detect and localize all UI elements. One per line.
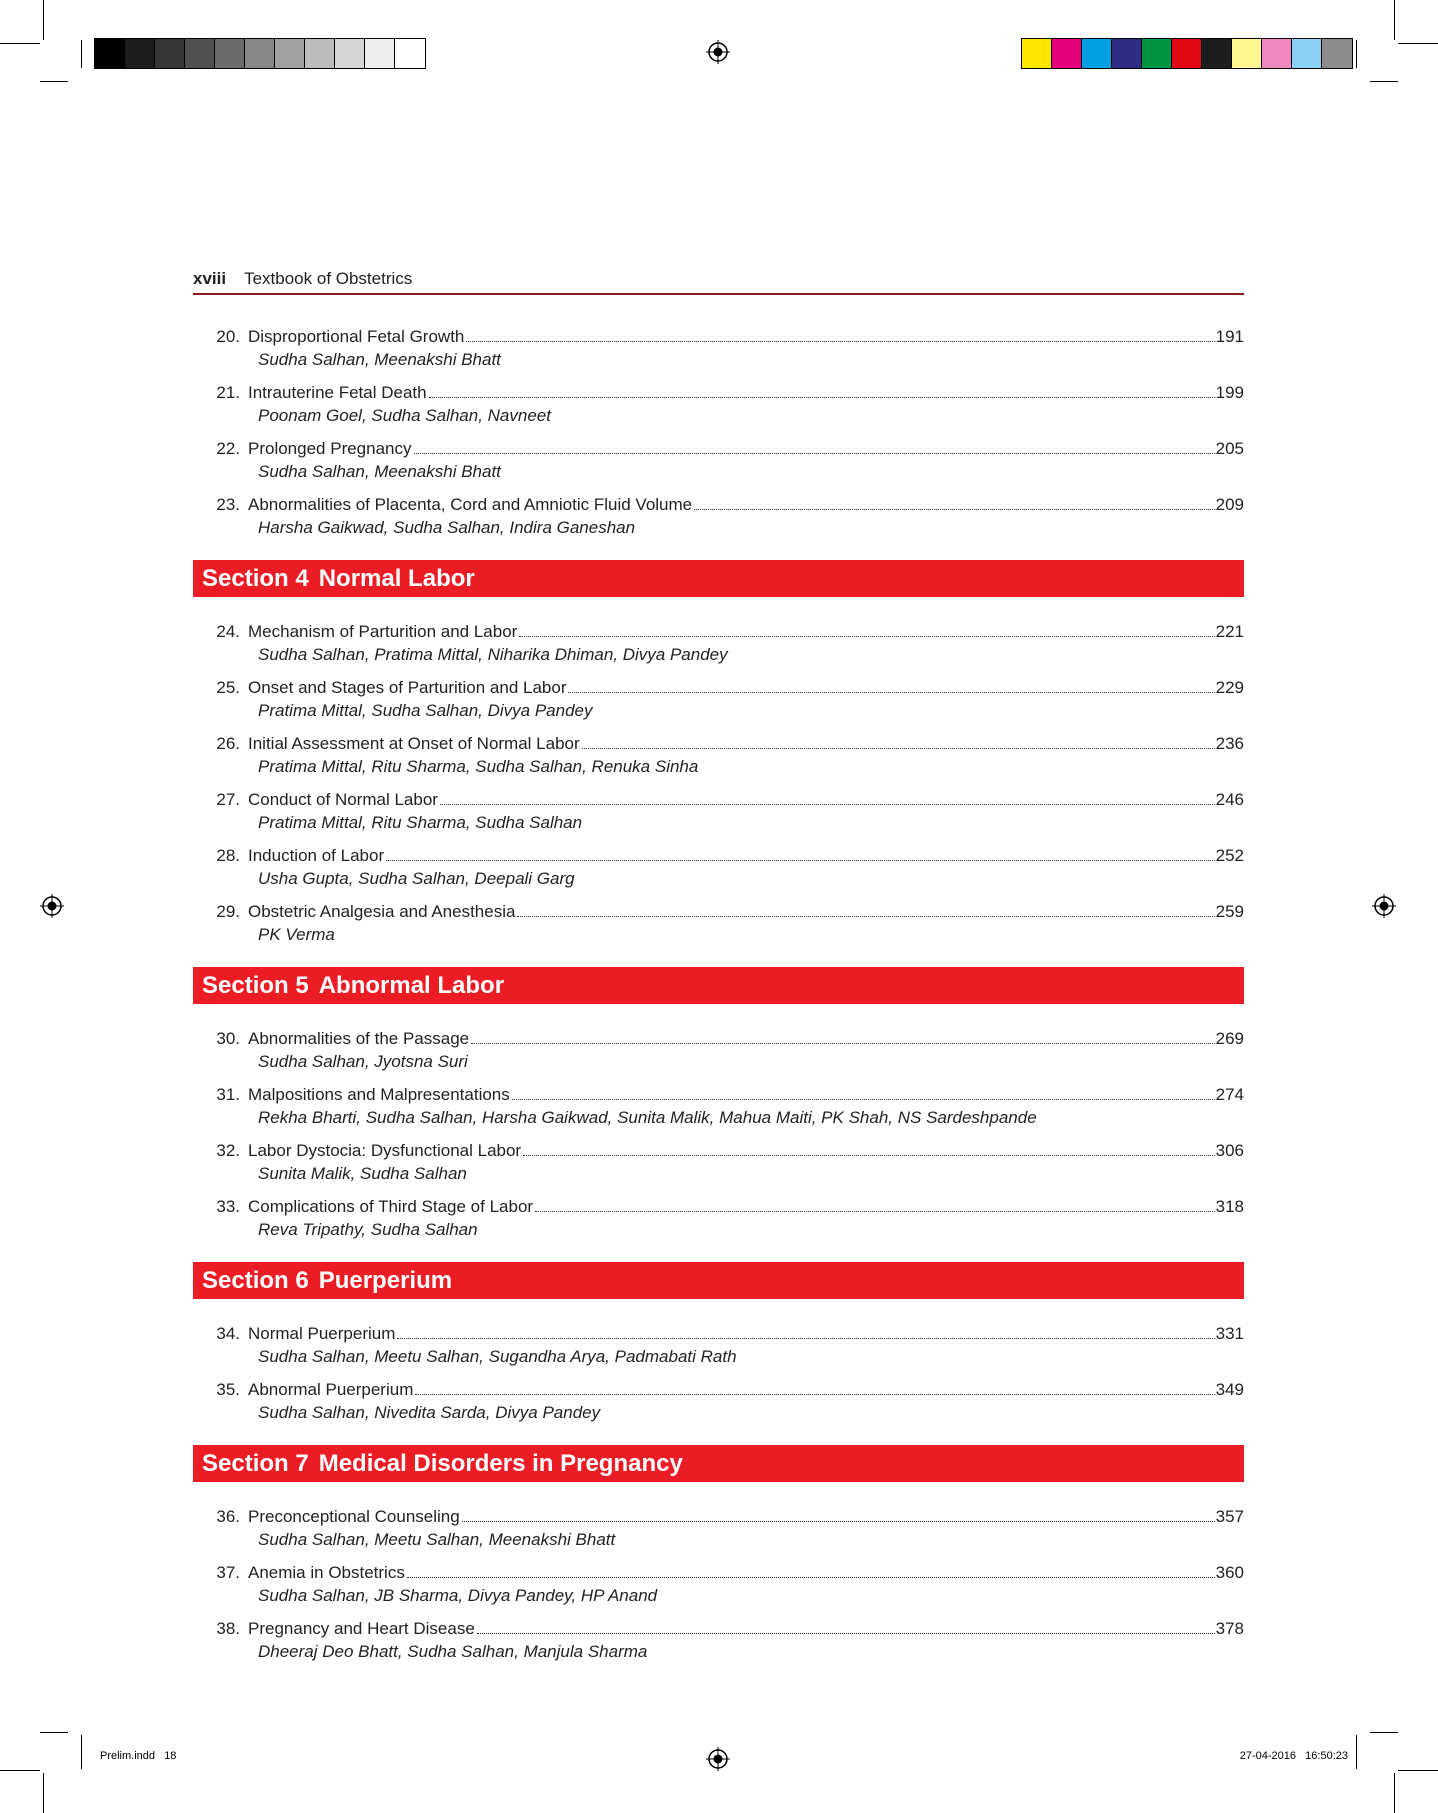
chapter-number: 32. xyxy=(216,1141,240,1160)
toc-entry xyxy=(193,901,1244,947)
dot-leader xyxy=(429,397,1215,398)
dot-leader xyxy=(415,1394,1214,1395)
chapter-title: Anemia in Obstetrics xyxy=(248,1563,405,1582)
chapter-authors: Rekha Bharti, Sudha Salhan, Harsha Gaikwad, Sunita Malik, Mahua Maiti, PK Shah, NS Sardeshpande xyxy=(258,1108,1037,1127)
crop-mark xyxy=(81,1735,82,1769)
toc-entry xyxy=(193,326,1244,372)
toc-entry xyxy=(193,733,1244,779)
toc-entry xyxy=(193,845,1244,891)
color-bar xyxy=(1021,38,1353,69)
chapter-authors: PK Verma xyxy=(258,925,335,944)
chapter-title: Obstetric Analgesia and Anesthesia xyxy=(248,902,516,921)
table-of-contents xyxy=(193,326,1244,1674)
toc-entry xyxy=(193,1140,1244,1186)
chapter-number: 36. xyxy=(216,1507,240,1526)
chapter-number: 23. xyxy=(216,495,240,514)
color-swatch xyxy=(305,39,335,68)
chapter-number: 21. xyxy=(216,383,240,402)
chapter-number: 30. xyxy=(216,1029,240,1048)
color-swatch xyxy=(1112,39,1142,68)
dot-leader xyxy=(582,748,1215,749)
toc-entry-line xyxy=(193,1506,1244,1528)
dot-leader xyxy=(407,1577,1215,1578)
color-swatch xyxy=(1202,39,1232,68)
chapter-number: 33. xyxy=(216,1197,240,1216)
chapter-page: 360 xyxy=(1215,1563,1244,1582)
chapter-title: Intrauterine Fetal Death xyxy=(248,383,427,402)
slug-file: Prelim.indd 18 xyxy=(100,1750,177,1762)
dot-leader xyxy=(462,1521,1215,1522)
chapter-number: 26. xyxy=(216,734,240,753)
section-label: Section 6 xyxy=(202,1267,309,1294)
toc-entry-line xyxy=(193,733,1244,755)
chapter-number: 20. xyxy=(216,327,240,346)
chapter-number: 27. xyxy=(216,790,240,809)
chapter-authors: Sudha Salhan, Meenakshi Bhatt xyxy=(258,462,501,481)
color-swatch xyxy=(185,39,215,68)
toc-entry xyxy=(193,1196,1244,1242)
dot-leader xyxy=(466,341,1214,342)
page-number: xviii xyxy=(193,269,227,288)
toc-entry xyxy=(193,789,1244,835)
crop-mark xyxy=(1370,81,1398,82)
toc-entry xyxy=(193,1379,1244,1425)
color-swatch xyxy=(275,39,305,68)
color-swatch xyxy=(1262,39,1292,68)
color-swatch xyxy=(125,39,155,68)
slug-timestamp: 27-04-2016 16:50:23 xyxy=(1239,1750,1348,1762)
chapter-number: 38. xyxy=(216,1619,240,1638)
chapter-title: Pregnancy and Heart Disease xyxy=(248,1619,475,1638)
chapter-title: Abnormal Puerperium xyxy=(248,1380,414,1399)
toc-entry-line xyxy=(193,1379,1244,1401)
crop-mark xyxy=(1394,1773,1395,1813)
running-head xyxy=(193,268,1244,295)
dot-leader xyxy=(523,1155,1215,1156)
chapter-page: 221 xyxy=(1215,622,1244,641)
color-swatch xyxy=(1172,39,1202,68)
chapter-authors: Usha Gupta, Sudha Salhan, Deepali Garg xyxy=(258,869,575,888)
chapter-title: Malpositions and Malpresentations xyxy=(248,1085,510,1104)
toc-entry-line xyxy=(193,1028,1244,1050)
chapter-page: 306 xyxy=(1215,1141,1244,1160)
chapter-number: 22. xyxy=(216,439,240,458)
section-label: Section 4 xyxy=(202,565,309,592)
dot-leader xyxy=(512,1099,1215,1100)
dot-leader xyxy=(397,1338,1214,1339)
section-heading xyxy=(193,1445,1244,1482)
toc-block xyxy=(193,326,1244,540)
toc-entry-line xyxy=(193,1562,1244,1584)
toc-entry-line xyxy=(193,1323,1244,1345)
color-swatch xyxy=(245,39,275,68)
dot-leader xyxy=(414,453,1215,454)
registration-mark-icon xyxy=(706,1747,730,1771)
chapter-authors: Sudha Salhan, Meetu Salhan, Sugandha Arya, Padmabati Rath xyxy=(258,1347,737,1366)
chapter-authors: Dheeraj Deo Bhatt, Sudha Salhan, Manjula Sharma xyxy=(258,1642,648,1661)
chapter-authors: Pratima Mittal, Sudha Salhan, Divya Pandey xyxy=(258,701,593,720)
toc-entry-line xyxy=(193,621,1244,643)
toc-block xyxy=(193,1323,1244,1425)
color-swatch xyxy=(155,39,185,68)
crop-mark xyxy=(40,81,68,82)
color-swatch xyxy=(1052,39,1082,68)
gray-ramp-bar xyxy=(94,38,426,69)
section-title: Puerperium xyxy=(318,1267,453,1294)
chapter-authors: Sudha Salhan, Jyotsna Suri xyxy=(258,1052,468,1071)
chapter-page: 269 xyxy=(1215,1029,1244,1048)
toc-entry xyxy=(193,494,1244,540)
toc-entry-line xyxy=(193,789,1244,811)
toc-entry-line xyxy=(193,1618,1244,1640)
chapter-title: Disproportional Fetal Growth xyxy=(248,327,465,346)
chapter-number: 24. xyxy=(216,622,240,641)
chapter-title: Abnormalities of Placenta, Cord and Amniotic Fluid Volume xyxy=(248,495,693,514)
crop-mark xyxy=(1398,43,1438,44)
registration-mark-icon xyxy=(1372,894,1396,918)
chapter-page: 357 xyxy=(1215,1507,1244,1526)
toc-entry-line xyxy=(193,1140,1244,1162)
section-label: Section 5 xyxy=(202,972,309,999)
toc-entry xyxy=(193,1562,1244,1608)
color-swatch xyxy=(395,39,425,68)
chapter-number: 37. xyxy=(216,1563,240,1582)
dot-leader xyxy=(471,1043,1215,1044)
chapter-authors: Pratima Mittal, Ritu Sharma, Sudha Salhan xyxy=(258,813,583,832)
crop-mark xyxy=(0,1770,40,1771)
toc-entry-line xyxy=(193,382,1244,404)
chapter-number: 28. xyxy=(216,846,240,865)
toc-entry-line xyxy=(193,845,1244,867)
crop-mark xyxy=(40,1732,68,1733)
crop-mark xyxy=(1356,1735,1357,1769)
section-title: Medical Disorders in Pregnancy xyxy=(318,1450,683,1477)
chapter-page: 205 xyxy=(1215,439,1244,458)
chapter-title: Normal Puerperium xyxy=(248,1324,396,1343)
chapter-authors: Sudha Salhan, Meenakshi Bhatt xyxy=(258,350,501,369)
toc-block xyxy=(193,621,1244,947)
toc-block xyxy=(193,1028,1244,1242)
chapter-authors: Sudha Salhan, Meetu Salhan, Meenakshi Bhatt xyxy=(258,1530,616,1549)
color-swatch xyxy=(365,39,395,68)
crop-mark xyxy=(43,1773,44,1813)
chapter-authors: Poonam Goel, Sudha Salhan, Navneet xyxy=(258,406,551,425)
section-title: Normal Labor xyxy=(318,565,475,592)
chapter-page: 259 xyxy=(1215,902,1244,921)
section-heading xyxy=(193,967,1244,1004)
crop-mark xyxy=(1370,1732,1398,1733)
crop-mark xyxy=(1398,1770,1438,1771)
chapter-title: Preconceptional Counseling xyxy=(248,1507,460,1526)
chapter-page: 209 xyxy=(1215,495,1244,514)
dot-leader xyxy=(517,916,1214,917)
chapter-page: 349 xyxy=(1215,1380,1244,1399)
chapter-title: Abnormalities of the Passage xyxy=(248,1029,470,1048)
chapter-title: Induction of Labor xyxy=(248,846,385,865)
chapter-title: Onset and Stages of Parturition and Labor xyxy=(248,678,567,697)
toc-entry-line xyxy=(193,438,1244,460)
chapter-authors: Harsha Gaikwad, Sudha Salhan, Indira Ganeshan xyxy=(258,518,636,537)
chapter-page: 191 xyxy=(1215,327,1244,346)
chapter-authors: Sudha Salhan, Nivedita Sarda, Divya Pandey xyxy=(258,1403,601,1422)
dot-leader xyxy=(386,860,1215,861)
chapter-number: 34. xyxy=(216,1324,240,1343)
chapter-page: 246 xyxy=(1215,790,1244,809)
toc-entry xyxy=(193,1323,1244,1369)
chapter-title: Initial Assessment at Onset of Normal Labor xyxy=(248,734,580,753)
toc-entry xyxy=(193,382,1244,428)
crop-mark xyxy=(0,43,40,44)
toc-entry-line xyxy=(193,901,1244,923)
book-title: Textbook of Obstetrics xyxy=(244,269,413,288)
toc-entry-line xyxy=(193,677,1244,699)
toc-entry xyxy=(193,621,1244,667)
color-swatch xyxy=(1322,39,1352,68)
dot-leader xyxy=(568,692,1214,693)
toc-entry-line xyxy=(193,1084,1244,1106)
toc-entry xyxy=(193,1618,1244,1664)
color-swatch xyxy=(1022,39,1052,68)
color-swatch xyxy=(215,39,245,68)
color-swatch xyxy=(1232,39,1262,68)
color-swatch xyxy=(1292,39,1322,68)
chapter-title: Labor Dystocia: Dysfunctional Labor xyxy=(248,1141,522,1160)
chapter-page: 199 xyxy=(1215,383,1244,402)
dot-leader xyxy=(519,636,1214,637)
crop-mark xyxy=(1394,0,1395,40)
chapter-authors: Sudha Salhan, Pratima Mittal, Niharika Dhiman, Divya Pandey xyxy=(258,645,728,664)
chapter-authors: Sunita Malik, Sudha Salhan xyxy=(258,1164,467,1183)
toc-entry xyxy=(193,1084,1244,1130)
toc-entry-line xyxy=(193,494,1244,516)
chapter-number: 31. xyxy=(216,1085,240,1104)
toc-entry-line xyxy=(193,1196,1244,1218)
color-swatch xyxy=(95,39,125,68)
section-heading xyxy=(193,1262,1244,1299)
crop-mark xyxy=(81,40,82,68)
toc-block xyxy=(193,1506,1244,1664)
dot-leader xyxy=(694,509,1215,510)
crop-mark xyxy=(1356,40,1357,68)
crop-mark xyxy=(43,0,44,40)
chapter-authors: Pratima Mittal, Ritu Sharma, Sudha Salhan, Renuka Sinha xyxy=(258,757,699,776)
chapter-title: Complications of Third Stage of Labor xyxy=(248,1197,534,1216)
registration-mark-icon xyxy=(706,40,730,64)
chapter-title: Prolonged Pregnancy xyxy=(248,439,412,458)
chapter-number: 35. xyxy=(216,1380,240,1399)
chapter-page: 331 xyxy=(1215,1324,1244,1343)
chapter-title: Conduct of Normal Labor xyxy=(248,790,438,809)
toc-entry xyxy=(193,677,1244,723)
chapter-page: 229 xyxy=(1215,678,1244,697)
color-swatch xyxy=(335,39,365,68)
toc-entry xyxy=(193,438,1244,484)
chapter-number: 29. xyxy=(216,902,240,921)
chapter-page: 236 xyxy=(1215,734,1244,753)
chapter-page: 252 xyxy=(1215,846,1244,865)
dot-leader xyxy=(535,1211,1215,1212)
dot-leader xyxy=(477,1633,1215,1634)
chapter-page: 378 xyxy=(1215,1619,1244,1638)
chapter-page: 318 xyxy=(1215,1197,1244,1216)
toc-entry xyxy=(193,1028,1244,1074)
toc-entry xyxy=(193,1506,1244,1552)
color-swatch xyxy=(1142,39,1172,68)
chapter-authors: Sudha Salhan, JB Sharma, Divya Pandey, HP Anand xyxy=(258,1586,658,1605)
registration-mark-icon xyxy=(40,894,64,918)
chapter-number: 25. xyxy=(216,678,240,697)
toc-entry-line xyxy=(193,326,1244,348)
color-swatch xyxy=(1082,39,1112,68)
chapter-page: 274 xyxy=(1215,1085,1244,1104)
dot-leader xyxy=(440,804,1215,805)
chapter-title: Mechanism of Parturition and Labor xyxy=(248,622,518,641)
chapter-authors: Reva Tripathy, Sudha Salhan xyxy=(258,1220,478,1239)
section-heading xyxy=(193,560,1244,597)
section-title: Abnormal Labor xyxy=(318,972,505,999)
section-label: Section 7 xyxy=(202,1450,309,1477)
